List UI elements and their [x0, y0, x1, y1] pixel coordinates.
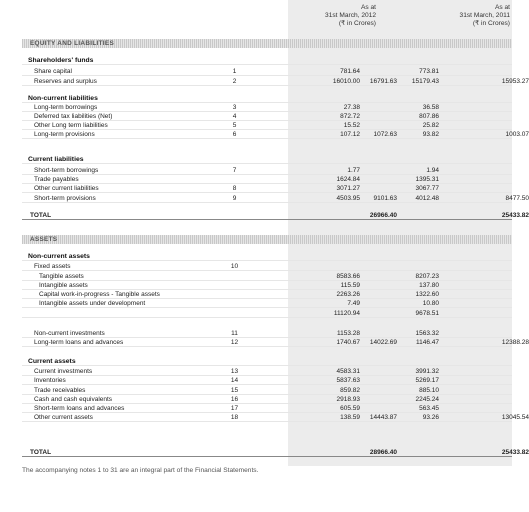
- value-2011: 807.86: [419, 113, 439, 120]
- value-2011: 5269.17: [415, 377, 439, 384]
- value-2011: 1.94: [426, 167, 439, 174]
- note-number: 6: [232, 131, 237, 138]
- value-2011: 8207.23: [415, 273, 439, 280]
- table-row: [22, 67, 512, 76]
- table-row: [22, 112, 512, 121]
- table-row: [22, 290, 512, 299]
- value-2012: 1153.28: [336, 330, 360, 337]
- value-2012: 8583.66: [336, 273, 360, 280]
- table-row: [22, 309, 512, 318]
- subtotal-2012: 14443.87: [369, 414, 397, 421]
- subtotal-2012: 1072.63: [373, 131, 397, 138]
- table-row: [22, 395, 512, 404]
- table-row: [22, 121, 512, 130]
- table-row: [22, 184, 512, 193]
- value-2012: 1624.84: [336, 176, 360, 183]
- column-header-2011: [398, 4, 510, 28]
- note-number: 16: [230, 396, 239, 403]
- value-2012: 5837.63: [336, 377, 360, 384]
- subtotal-2012: 26966.40: [369, 212, 397, 219]
- subtotal-2012: 28966.40: [369, 449, 397, 456]
- subtotal-2011: 8477.50: [505, 195, 529, 202]
- value-2012: 1.77: [347, 167, 360, 174]
- row-label: Current liabilities: [28, 156, 84, 163]
- value-2012: 1740.67: [336, 339, 360, 346]
- row-label: Share capital: [34, 68, 72, 75]
- total-row: [22, 448, 529, 457]
- value-2011: 4012.48: [415, 195, 439, 202]
- subtotal-2011: 25433.82: [501, 449, 529, 456]
- value-2011: 93.26: [422, 414, 439, 421]
- header-line: (₹ in Crores): [338, 20, 376, 27]
- subtotal-2012: 9101.63: [373, 195, 397, 202]
- subtotal-2012: 16791.63: [369, 78, 397, 85]
- table-row: [22, 166, 512, 175]
- value-2012: 605.59: [340, 405, 360, 412]
- value-2011: 137.80: [419, 282, 439, 289]
- note-number: 5: [232, 122, 237, 129]
- value-2011: 1146.47: [415, 339, 439, 346]
- value-2011: 2245.24: [415, 396, 439, 403]
- row-label: Current assets: [28, 358, 76, 365]
- row-label: Long-term borrowings: [34, 104, 98, 111]
- note-number: 13: [230, 368, 239, 375]
- row-label: Short-term provisions: [34, 195, 96, 202]
- note-number: 8: [232, 185, 237, 192]
- row-label: Intangible assets under development: [39, 300, 146, 307]
- row-label: Fixed assets: [34, 263, 71, 270]
- header-line: As at: [360, 4, 376, 11]
- value-2012: 4503.95: [336, 195, 360, 202]
- note-number: 10: [230, 263, 239, 270]
- section-heading: [22, 155, 512, 164]
- row-label: Cash and cash equivalents: [34, 396, 113, 403]
- header-line: 31st March, 2011: [459, 12, 510, 19]
- note-number: 17: [230, 405, 239, 412]
- note-number: 15: [230, 387, 239, 394]
- row-label: Shareholders' funds: [28, 57, 94, 64]
- section-heading: [22, 94, 512, 103]
- table-row: [22, 329, 512, 338]
- table-row: [22, 376, 512, 385]
- row-label: Reserves and surplus: [34, 78, 97, 85]
- value-2011: 3991.32: [415, 368, 439, 375]
- table-row: [22, 299, 512, 308]
- row-label: Non-current assets: [28, 253, 90, 260]
- row-label: Inventories: [34, 377, 66, 384]
- value-2012: 781.64: [340, 68, 360, 75]
- subtotal-2011: 13045.54: [501, 414, 529, 421]
- note-number: 7: [232, 167, 237, 174]
- total-row: [22, 211, 529, 220]
- value-2011: 36.58: [422, 104, 439, 111]
- value-2012: 2918.93: [336, 396, 360, 403]
- row-label: TOTAL: [30, 449, 52, 456]
- assets-bar: ASSETS: [22, 235, 512, 244]
- row-label: Short-term borrowings: [34, 167, 99, 174]
- header-line: (₹ in Crores): [472, 20, 510, 27]
- table-row: [22, 103, 512, 112]
- row-label: Other Long term liabilities: [34, 122, 108, 129]
- value-2012: 15.52: [343, 122, 360, 129]
- row-label: Deferred tax liabilities (Net): [34, 113, 113, 120]
- subtotal-2011: 1003.07: [505, 131, 529, 138]
- note-number: 3: [232, 104, 237, 111]
- value-2012: 4583.31: [336, 368, 360, 375]
- column-header-2012: [300, 4, 376, 28]
- value-2012: 872.72: [340, 113, 360, 120]
- value-2011: 25.82: [422, 122, 439, 129]
- value-2011: 885.10: [419, 387, 439, 394]
- row-label: Non-current investments: [34, 330, 105, 337]
- row-label: TOTAL: [30, 212, 52, 219]
- table-row: [22, 281, 512, 290]
- table-row: [22, 404, 512, 413]
- table-row: [22, 130, 529, 139]
- value-2011: 10.80: [422, 300, 439, 307]
- subtotal-2012: 14022.69: [369, 339, 397, 346]
- footer-note: The accompanying notes 1 to 31 are an integral part of the Financial Statements.: [22, 467, 259, 474]
- note-number: 14: [230, 377, 239, 384]
- section-heading: [22, 56, 512, 65]
- table-row: [22, 272, 512, 281]
- value-2011: 1395.31: [415, 176, 439, 183]
- table-row: [22, 413, 529, 422]
- value-2012: 859.82: [340, 387, 360, 394]
- row-label: Trade payables: [34, 176, 79, 183]
- table-row: [22, 194, 529, 203]
- table-row: [22, 77, 529, 86]
- header-line: 31st March, 2012: [325, 12, 376, 19]
- value-2012: 7.49: [347, 300, 360, 307]
- equity-liabilities-bar: EQUITY AND LIABILITIES: [22, 39, 512, 48]
- row-label: Capital work-in-progress - Tangible assets: [39, 291, 160, 298]
- section-heading: [22, 357, 512, 366]
- note-number: 4: [232, 113, 237, 120]
- table-row: [22, 338, 529, 347]
- value-2012: 2263.26: [336, 291, 360, 298]
- value-2011: 773.81: [419, 68, 439, 75]
- table-row: [22, 262, 512, 271]
- value-2012: 107.12: [340, 131, 360, 138]
- row-label: Long-term loans and advances: [34, 339, 124, 346]
- row-label: Current investments: [34, 368, 93, 375]
- row-label: Other current assets: [34, 414, 93, 421]
- subtotal-2011: 25433.82: [501, 212, 529, 219]
- row-label: Long-term provisions: [34, 131, 95, 138]
- note-number: 9: [232, 195, 237, 202]
- value-2012: 3071.27: [336, 185, 360, 192]
- value-2011: 1563.32: [415, 330, 439, 337]
- row-label: Other current liabilities: [34, 185, 99, 192]
- subtotal-2011: 15953.27: [501, 78, 529, 85]
- row-label: Tangible assets: [39, 273, 84, 280]
- value-2012: 16010.00: [332, 78, 360, 85]
- value-2011: 9678.51: [415, 310, 439, 317]
- value-2011: 3067.77: [415, 185, 439, 192]
- value-2012: 27.38: [343, 104, 360, 111]
- value-2011: 93.82: [422, 131, 439, 138]
- note-number: 18: [230, 414, 239, 421]
- value-2012: 11120.94: [333, 310, 360, 317]
- note-number: 11: [231, 330, 238, 337]
- row-label: Trade receivables: [34, 387, 86, 394]
- section-heading: [22, 252, 512, 261]
- row-label: Intangible assets: [39, 282, 88, 289]
- table-row: [22, 386, 512, 395]
- row-label: Non-current liabilities: [28, 95, 98, 102]
- table-row: [22, 175, 512, 184]
- subtotal-2011: 12388.28: [501, 339, 529, 346]
- value-2011: 15179.43: [411, 78, 439, 85]
- value-2011: 1322.60: [415, 291, 439, 298]
- value-2011: 563.45: [419, 405, 439, 412]
- value-2012: 115.59: [340, 282, 360, 289]
- note-number: 2: [232, 78, 237, 85]
- row-label: Short-term loans and advances: [34, 405, 125, 412]
- note-number: 12: [230, 339, 239, 346]
- note-number: 1: [232, 68, 237, 75]
- value-2012: 138.59: [340, 414, 360, 421]
- header-line: As at: [494, 4, 510, 11]
- table-row: [22, 367, 512, 376]
